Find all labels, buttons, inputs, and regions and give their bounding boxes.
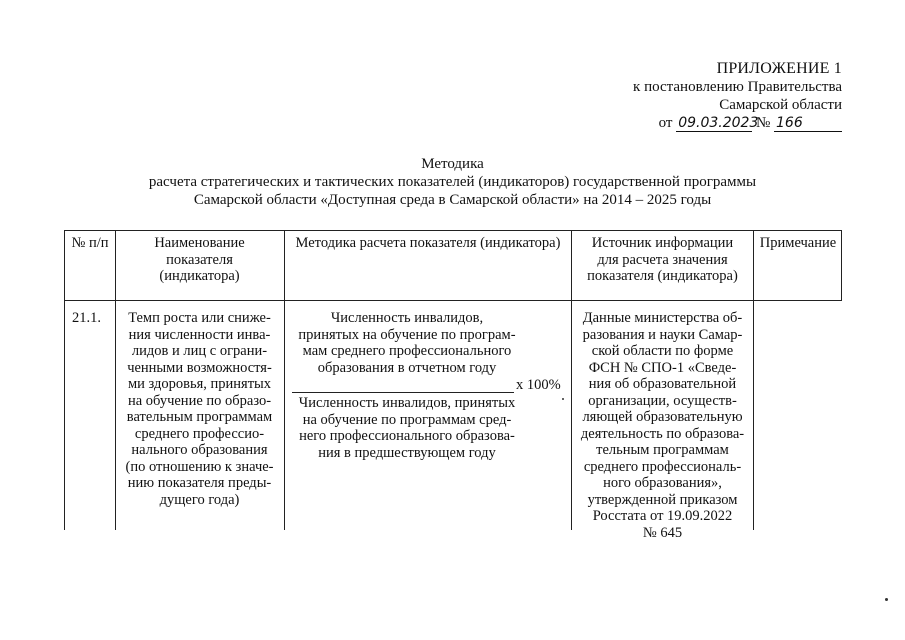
source-line: ФСН № СПО-1 «Сведе- <box>588 359 737 376</box>
fraction-bar <box>292 392 514 393</box>
row-name-line: ния численности инва- <box>128 326 271 343</box>
document-title <box>0 155 905 209</box>
number-label: № <box>755 115 771 131</box>
source-line: среднего профессиональ- <box>583 458 742 475</box>
table-col-border <box>284 230 285 530</box>
handwritten-date: 09.03.2023 <box>678 115 759 131</box>
numerator-line: Численность инвалидов, <box>330 310 484 326</box>
table-header-border <box>64 300 842 301</box>
formula-numerator <box>286 310 528 376</box>
header-source-line: для расчета значения <box>597 251 728 268</box>
source-line: деятельность по образова- <box>580 425 745 442</box>
header-name-line: показателя <box>166 251 233 268</box>
row-name-line: нию показателя преды- <box>127 475 272 491</box>
source-line: ного образования», <box>603 475 722 491</box>
appendix-block <box>633 60 842 132</box>
table-col-border <box>753 230 754 530</box>
row-name-line: Темп роста или сниже- <box>128 310 271 326</box>
header-name-line: Наименование <box>154 235 245 251</box>
scan-speck <box>562 398 564 400</box>
source-line: ния об образовательной <box>588 376 737 392</box>
row-num: 21.1. <box>72 310 101 326</box>
formula-denominator <box>286 395 528 461</box>
title-line-2: расчета стратегических и тактических показателей (индикаторов) государственной программы <box>148 174 757 190</box>
source-line: Данные министерства об- <box>582 310 743 326</box>
header-source-line: Источник информации <box>591 235 734 251</box>
title-line-1: Методика <box>421 156 484 172</box>
numerator-line: принятых на обучение по програм- <box>298 326 516 343</box>
header-source <box>572 235 753 285</box>
header-num: № п/п <box>71 235 109 251</box>
header-name <box>116 235 283 285</box>
table-col-border <box>64 230 65 530</box>
row-name-line: на обучение по образо- <box>127 392 272 409</box>
source-line: ляющей образовательную <box>582 409 743 425</box>
row-name-line: ми здоровья, принятых <box>127 376 272 392</box>
indicator-table <box>64 230 842 541</box>
source-line: организации, осуществ- <box>588 392 737 409</box>
source-line: № 645 <box>642 524 683 541</box>
appendix-date-line <box>633 114 842 132</box>
title-line-3: Самарской области «Доступная среда в Самарской области» на 2014 – 2025 годы <box>193 192 712 208</box>
appendix-heading: ПРИЛОЖЕНИЕ 1 <box>716 60 842 77</box>
source-line: Росстата от 19.09.2022 <box>592 508 733 524</box>
row-data-source <box>572 310 753 541</box>
row-name-line: нального образования <box>131 442 268 458</box>
header-method: Методика расчета показателя (индикатора) <box>295 235 561 251</box>
row-name-line: лидов и лиц с ограни- <box>131 343 268 359</box>
row-name-line: (по отношению к значе- <box>125 458 274 475</box>
row-indicator-name <box>116 310 283 508</box>
row-name-line: ченными возможностя- <box>127 359 272 376</box>
denominator-line: на обучение по программам сред- <box>302 411 512 428</box>
row-name-line: дущего года) <box>159 491 240 508</box>
source-line: разования и науки Самар- <box>582 326 743 343</box>
denominator-line: него профессионального образова- <box>299 428 515 444</box>
numerator-line: мам среднего профессионального <box>302 343 512 359</box>
formula-multiplier: x 100% <box>516 377 561 393</box>
handwritten-number: 166 <box>774 116 842 132</box>
denominator-line: Численность инвалидов, принятых <box>298 395 516 411</box>
source-line: ской области по форме <box>591 343 734 359</box>
header-note: Примечание <box>759 235 837 251</box>
table-top-border <box>64 230 842 231</box>
row-name-line: вательным программам <box>126 409 273 425</box>
scan-speck <box>885 598 888 601</box>
header-name-line: (индикатора) <box>159 268 240 284</box>
source-line: утвержденной приказом <box>587 491 738 508</box>
appendix-line-1: к постановлению Правительства <box>633 79 842 95</box>
header-source-line: показателя (индикатора) <box>587 268 738 284</box>
denominator-line: ния в предшествующем году <box>318 444 496 461</box>
row-name-line: среднего профессио- <box>134 425 265 442</box>
source-line: тельным программам <box>596 442 729 458</box>
date-prefix: от <box>658 115 673 131</box>
numerator-line: образования в отчетном году <box>317 359 497 376</box>
appendix-line-2: Самарской области <box>719 97 842 113</box>
